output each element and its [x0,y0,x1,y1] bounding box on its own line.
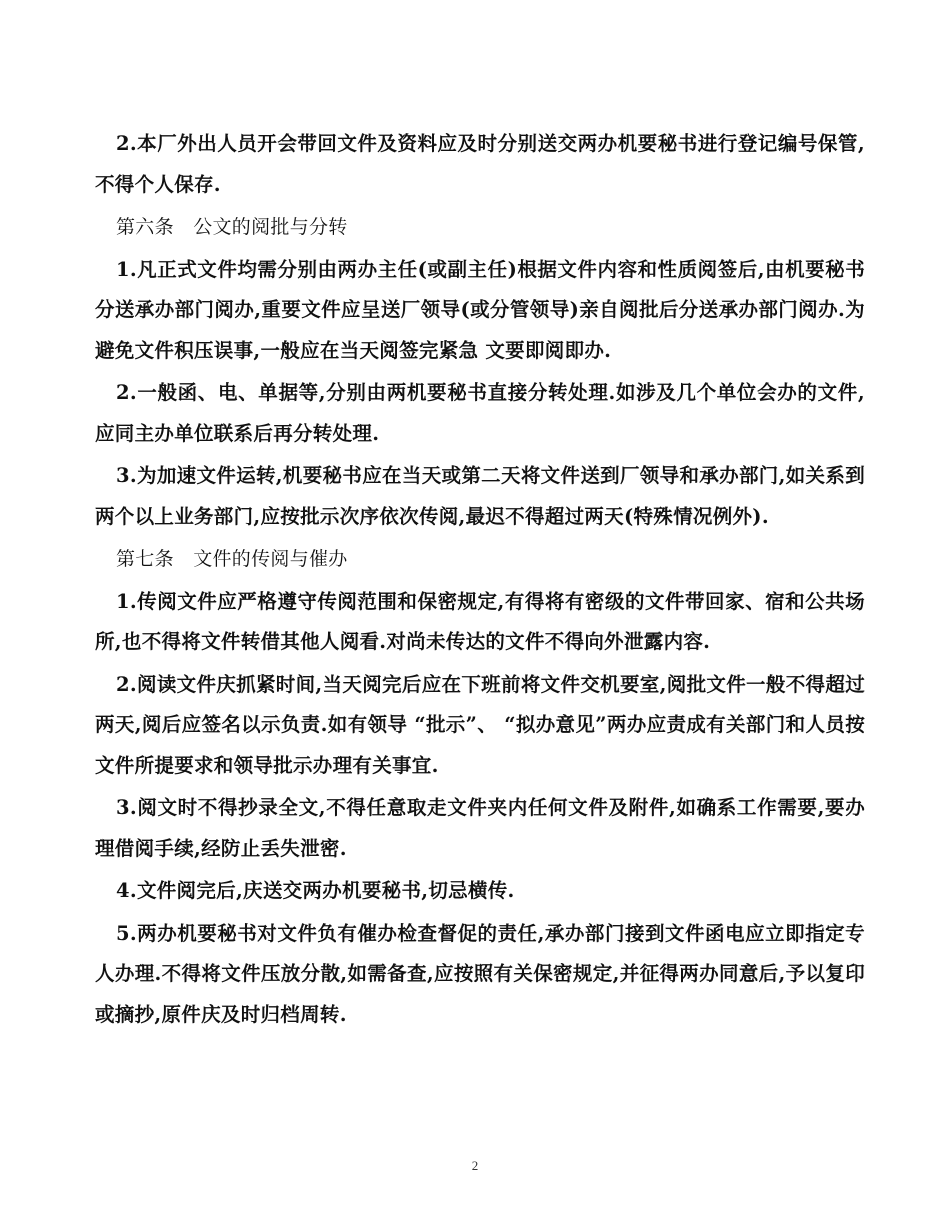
paragraph-7-1: 1.传阅文件应严格遵守传阅范围和保密规定,有得将有密级的文件带回家、宿和公共场所,也不得将文件转借其他人阅看.对尚未传达的文件不得向外泄露内容. [95,589,865,653]
document-body [95,124,865,1037]
paragraph-6-3: 3.为加速文件运转,机要秘书应在当天或第二天将文件送到厂领导和承办部门,如关系到两个以上业务部门,应按批示次序依次传阅,最迟不得超过两天(特殊情况例外). [95,464,865,528]
paragraph-7-3: 3.阅文时不得抄录全文,不得任意取走文件夹内任何文件及附件,如确系工作需要,要办理借阅手续,经防止丢失泄密. [95,796,865,860]
page-number: 2 [471,1158,479,1173]
article-6-heading: 第六条 公文的阅批与分转 [116,216,348,238]
paragraph-archive-docs: 2.本厂外出人员开会带回文件及资料应及时分别送交两办机要秘书进行登记编号保管,不得个人保存. [95,132,865,196]
article-7-heading: 第七条 文件的传阅与催办 [116,548,348,570]
paragraph-7-5: 5.两办机要秘书对文件负有催办检查督促的责任,承办部门接到文件函电应立即指定专人办理.不得将文件压放分散,如需备查,应按照有关保密规定,并征得两办同意后,予以复印或摘抄,原件庆及时归档周转. [95,921,865,1026]
paragraph-6-1: 1.凡正式文件均需分别由两办主任(或副主任)根据文件内容和性质阅签后,由机要秘书分送承办部门阅办,重要文件应呈送厂领导(或分管领导)亲自阅批后分送承办部门阅办.为避免文件积压误事,一般应在当天阅签完紧急 文要即阅即办. [95,257,865,362]
paragraph-6-2: 2.一般函、电、单据等,分别由两机要秘书直接分转处理.如涉及几个单位会办的文件,应同主办单位联系后再分转处理. [95,381,865,445]
paragraph-7-4: 4.文件阅完后,庆送交两办机要秘书,切忌横传. [116,879,515,902]
paragraph-7-2: 2.阅读文件庆抓紧时间,当天阅完后应在下班前将文件交机要室,阅批文件一般不得超过两天,阅后应签名以示负责.如有领导 “批示”、 “拟办意见”两办应责成有关部门和人员按文件所提要求和领导批示办理有关事宜. [95,672,865,777]
